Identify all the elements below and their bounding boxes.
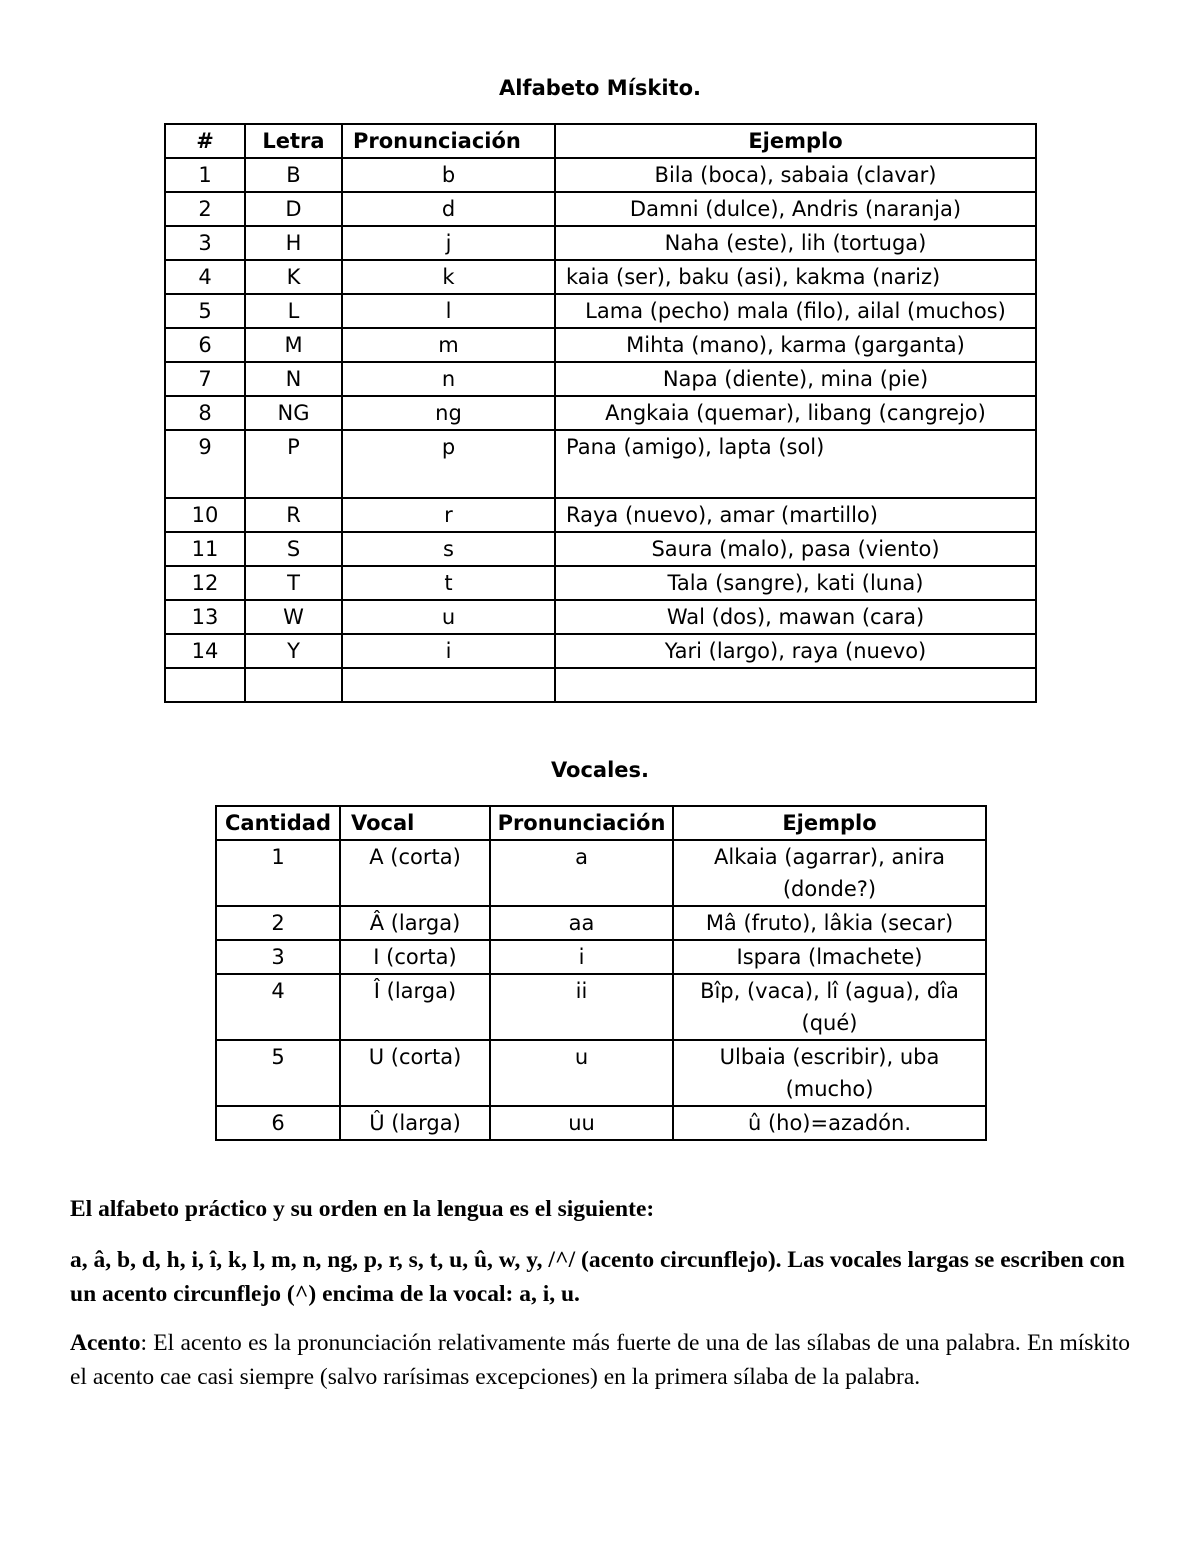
vowels-table [215,805,987,1141]
table-row [216,840,986,906]
cell-letter: N [245,362,342,396]
cell-pronunciation: m [342,328,555,362]
table-row [165,566,1036,600]
table-header-row [165,124,1036,158]
cell-pronunciation: j [342,226,555,260]
table-row [165,158,1036,192]
cell-pronunciation: b [342,158,555,192]
cell-pronunciation: aa [490,906,673,940]
cell-letter: K [245,260,342,294]
header-pronunciation: Pronunciación [490,806,673,840]
cell-vowel: A (corta) [340,840,490,906]
cell-letter: Y [245,634,342,668]
cell-number: 10 [165,498,245,532]
header-quantity: Cantidad [216,806,340,840]
cell-example: Bila (boca), sabaia (clavar) [555,158,1036,192]
cell-empty [555,668,1036,702]
cell-number: 7 [165,362,245,396]
table-row [165,226,1036,260]
cell-example: Napa (diente), mina (pie) [555,362,1036,396]
header-letter: Letra [245,124,342,158]
cell-pronunciation: ng [342,396,555,430]
accent-body: : El acento es la pronunciación relativamente más fuerte de una de las sílabas de una palabra. En mískito el acento cae casi siempre (salvo rarísimas excepciones) en la primera sílaba de la palabra. [70,1330,1130,1390]
table-row [216,1106,986,1140]
alphabet-title: Alfabeto Mískito. [498,76,701,100]
cell-quantity: 5 [216,1040,340,1106]
cell-quantity: 6 [216,1106,340,1140]
table-row [165,260,1036,294]
cell-number: 4 [165,260,245,294]
cell-example: Saura (malo), pasa (viento) [555,532,1036,566]
cell-quantity: 3 [216,940,340,974]
cell-pronunciation: t [342,566,555,600]
cell-pronunciation: n [342,362,555,396]
cell-letter: T [245,566,342,600]
cell-pronunciation: a [490,840,673,906]
cell-letter: W [245,600,342,634]
cell-example: Pana (amigo), lapta (sol) [555,430,1036,498]
header-example: Ejemplo [673,806,986,840]
cell-number: 5 [165,294,245,328]
cell-letter: R [245,498,342,532]
table-row [165,634,1036,668]
cell-quantity: 1 [216,840,340,906]
table-row [165,600,1036,634]
cell-example: û (ho)=azadón. [673,1106,986,1140]
cell-number: 12 [165,566,245,600]
table-row [165,532,1036,566]
alphabet-order-paragraph: a, â, b, d, h, i, î, k, l, m, n, ng, p, r, s, t, u, û, w, y, /^/ (acento circunflejo). Las vocales largas se escriben con un acento circunflejo (^) encima de la vocal: a, i, u. [70,1247,1125,1307]
cell-letter: H [245,226,342,260]
table-row [216,906,986,940]
table-header-row [216,806,986,840]
cell-pronunciation: l [342,294,555,328]
cell-example: kaia (ser), baku (asi), kakma (nariz) [555,260,1036,294]
cell-example: Damni (dulce), Andris (naranja) [555,192,1036,226]
table-row [165,396,1036,430]
cell-example: Mihta (mano), karma (garganta) [555,328,1036,362]
cell-number: 11 [165,532,245,566]
cell-vowel: I (corta) [340,940,490,974]
table-row [216,1040,986,1106]
cell-example: Bîp, (vaca), lî (agua), dîa (qué) [673,974,986,1040]
cell-letter: D [245,192,342,226]
table-row [165,192,1036,226]
cell-number: 3 [165,226,245,260]
cell-pronunciation: u [342,600,555,634]
table-row [165,498,1036,532]
cell-number: 14 [165,634,245,668]
cell-vowel: Â (larga) [340,906,490,940]
cell-pronunciation: r [342,498,555,532]
cell-pronunciation: p [342,430,555,498]
cell-letter: M [245,328,342,362]
cell-empty [245,668,342,702]
cell-quantity: 4 [216,974,340,1040]
header-number: # [165,124,245,158]
cell-example: Angkaia (quemar), libang (cangrejo) [555,396,1036,430]
cell-example: Tala (sangre), kati (luna) [555,566,1036,600]
accent-paragraph [70,1326,1130,1394]
table-row [216,940,986,974]
cell-example: Yari (largo), raya (nuevo) [555,634,1036,668]
cell-example: Raya (nuevo), amar (martillo) [555,498,1036,532]
cell-letter: NG [245,396,342,430]
cell-letter: S [245,532,342,566]
cell-letter: B [245,158,342,192]
cell-empty [165,668,245,702]
cell-pronunciation: uu [490,1106,673,1140]
table-row [165,362,1036,396]
table-row [165,294,1036,328]
cell-example: Ispara (lmachete) [673,940,986,974]
table-row-empty [165,668,1036,702]
cell-vowel: Û (larga) [340,1106,490,1140]
cell-number: 6 [165,328,245,362]
alphabet-order-heading: El alfabeto práctico y su orden en la lengua es el siguiente: [70,1196,655,1222]
alphabet-table [164,123,1037,703]
header-example: Ejemplo [555,124,1036,158]
cell-example: Wal (dos), mawan (cara) [555,600,1036,634]
cell-vowel: U (corta) [340,1040,490,1106]
vowels-title: Vocales. [550,758,650,782]
table-row [216,974,986,1040]
cell-letter: P [245,430,342,498]
table-row [165,328,1036,362]
cell-pronunciation: i [490,940,673,974]
cell-quantity: 2 [216,906,340,940]
accent-label: Acento [70,1330,141,1356]
cell-example: Ulbaia (escribir), uba (mucho) [673,1040,986,1106]
cell-pronunciation: i [342,634,555,668]
cell-example: Alkaia (agarrar), anira (donde?) [673,840,986,906]
cell-number: 2 [165,192,245,226]
cell-pronunciation: d [342,192,555,226]
cell-number: 13 [165,600,245,634]
cell-number: 9 [165,430,245,498]
header-pronunciation: Pronunciación [342,124,555,158]
cell-example: Mâ (fruto), lâkia (secar) [673,906,986,940]
cell-pronunciation: u [490,1040,673,1106]
cell-pronunciation: s [342,532,555,566]
cell-number: 1 [165,158,245,192]
cell-empty [342,668,555,702]
table-row [165,430,1036,498]
cell-pronunciation: k [342,260,555,294]
cell-example: Lama (pecho) mala (filo), ailal (muchos) [555,294,1036,328]
cell-number: 8 [165,396,245,430]
cell-letter: L [245,294,342,328]
cell-vowel: Î (larga) [340,974,490,1040]
cell-pronunciation: ii [490,974,673,1040]
cell-example: Naha (este), lih (tortuga) [555,226,1036,260]
header-vowel: Vocal [340,806,490,840]
